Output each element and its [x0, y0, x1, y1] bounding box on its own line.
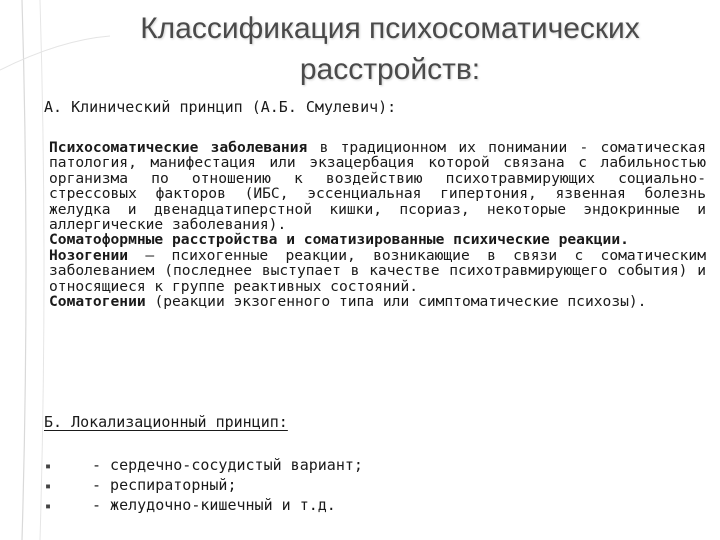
paragraph-text: — психогенные реакции, возникающие в связи с соматическим заболеванием (последнее выступает в качестве психотравмирующего события) и относящиеся к группе реактивных состояний.: [49, 246, 706, 295]
localization-list: [44, 455, 464, 515]
slide-title-line-1: Классификация психосоматических: [140, 12, 640, 45]
paragraph-text: (реакции экзогенного типа или симптоматические психозы).: [145, 293, 647, 311]
bullet-icon: ▪: [45, 461, 52, 472]
list-item-text: - сердечно-сосудистый вариант;: [92, 456, 363, 474]
bullet-icon: ▪: [45, 481, 52, 492]
paragraph-nosogenies: [49, 248, 706, 294]
top-decorative-line: [0, 36, 110, 70]
slide-title: [110, 8, 670, 90]
term-somatogenies: Соматогении: [49, 293, 146, 311]
classification-body: [49, 140, 706, 309]
paragraph-somatogenies: [49, 294, 706, 309]
list-item: [44, 455, 464, 475]
term-psychosomatic-diseases: Психосоматические заболевания: [49, 139, 308, 156]
paragraph-somatoform-disorders: [49, 232, 706, 247]
term-somatoform-disorders: Соматоформные расстройства и соматизированные психические реакции.: [49, 231, 629, 249]
section-a-heading: А. Клинический принцип (А.Б. Смулевич):: [44, 98, 397, 116]
list-item-text: - желудочно-кишечный и т.д.: [92, 496, 336, 514]
list-item: [44, 495, 464, 515]
section-b-heading: Б. Локализационный принцип:: [44, 413, 288, 431]
left-decorative-line: [22, 0, 26, 540]
bullet-icon: ▪: [45, 501, 52, 512]
term-nosogenies: Нозогении: [49, 246, 129, 264]
list-item: [44, 475, 464, 495]
paragraph-text: в традиционном их понимании - соматическая патология, манифестация или экзацербация которой связана с лабильностью организма по отношению к воздействию психотравмирующих социально-стрессовых факторов (ИБС, эссенциальная гипертония, язвенная болезнь желудка и двенадцатиперстной кишки, псориаз, некоторые эндокринные и аллергические заболевания).: [49, 139, 706, 234]
list-item-text: - респираторный;: [92, 476, 237, 494]
paragraph-psychosomatic-diseases: [49, 140, 706, 232]
slide-title-line-2: расстройств:: [299, 53, 481, 86]
